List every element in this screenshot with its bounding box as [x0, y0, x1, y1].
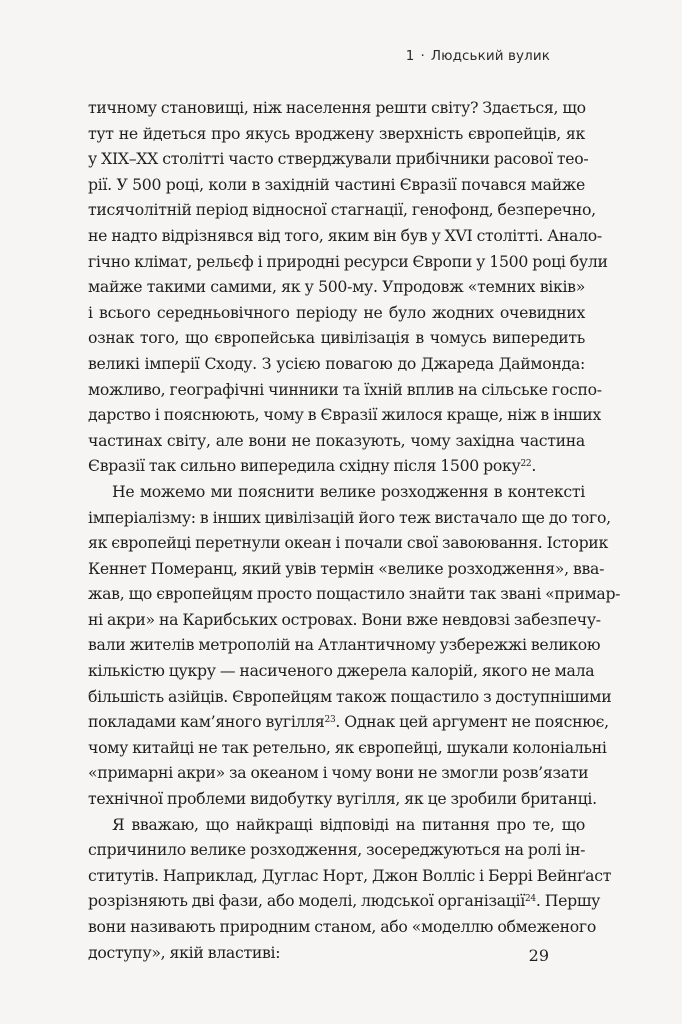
body-text [88, 95, 621, 965]
text-line [88, 888, 601, 914]
text-line: чому китайці не так ретельно, як європейці, шукали колоніальні [88, 737, 607, 757]
text-line: тут не йдеться про якусь вроджену зверхність європейців, як [88, 123, 585, 143]
text-line: Євразії так сильно випередила східну після 1500 року$^{22}$. [88, 456, 537, 476]
text-line: жав, що європейцям просто пощастило знайти так звані «примар- [88, 584, 621, 604]
text-line: ні акри» на Карибських островах. Вони вже невдовзі забезпечу- [88, 609, 601, 629]
text-line: у XIX–XX столітті часто стверджували прибічники расової тео- [88, 149, 589, 169]
text-line: як європейці перетнули океан і почали свої завоювання. Історик [88, 533, 608, 553]
text-line: можливо, географічні чинники та їхній вплив на сільське госпо- [88, 379, 602, 399]
text-line: доступу», якій властиві: [88, 942, 281, 962]
text-line: не надто відрізнявся від того, яким він був у XVI столітті. Анало- [88, 225, 602, 245]
text-line: Кеннет Померанц, який увів термін «велике розходження», вва- [88, 558, 605, 578]
text-line [88, 709, 609, 735]
text-line: гічно клімат, рельєф і природні ресурси Європи у 1500 році були [88, 251, 608, 271]
text-line: імперіалізму: в інших цивілізацій його теж вистачало ще до того, [88, 507, 611, 527]
text-line: ститутів. Наприклад, Дуглас Норт, Джон Волліс і Беррі Вейнґаст [88, 865, 612, 885]
text-line: вони називають природним станом, або «моделлю обмеженого [88, 917, 596, 936]
text-line: тисячолітній період відносної стагнації, генофонд, безперечно, [88, 200, 596, 220]
text-line: і всього середньовічного періоду не було жодних очевидних [88, 302, 585, 322]
text-line: Не можемо ми пояснити велике розходження в контексті [112, 481, 585, 501]
footnote-marker[interactable]: 23 [324, 715, 336, 726]
text-line: спричинило велике розходження, зосереджуються на ролі ін- [88, 840, 586, 860]
footnote-marker[interactable]: 24 [525, 894, 536, 905]
text-line: дарство і пояснюють, чому в Євразії жилося краще, ніж в інших [88, 405, 601, 425]
chapter-number: 1 [405, 48, 415, 64]
text-segment: . Першу [535, 891, 601, 911]
text-line: технічної проблеми видобутку вугілля, як це зробили британці. [88, 789, 597, 809]
text-segment: розрізняють дві фази, або моделі, людської організації [88, 891, 525, 911]
text-line: більшість азійців. Європейцям також пощастило з доступнішими [88, 686, 612, 706]
text-segment: Євразії так сильно випередила східну після 1500 року [88, 456, 521, 476]
paragraph-2 [88, 479, 621, 812]
text-line: великі імперії Сходу. З усією повагою до Джареда Даймонда: [88, 353, 585, 373]
text-segment: . Однак цей аргумент не пояснює, [335, 712, 609, 732]
text-line: рії. У 500 році, коли в західній частині Євразії почався майже [88, 174, 585, 194]
text-line: вали жителів метрополій на Атлантичному узбережжі великою [88, 635, 601, 655]
text-segment: покладами кам’яного вугілля [88, 712, 325, 732]
running-head [406, 48, 550, 64]
page-number: 29 [528, 946, 549, 965]
paragraph-1 [88, 95, 608, 479]
text-line: тичному становищі, ніж населення решти світу? Здається, що [88, 98, 586, 117]
footnote-marker[interactable]: 22 [520, 459, 532, 470]
text-line: кількістю цукру — насиченого джерела калорій, якого не мала [88, 661, 595, 681]
text-line: «примарні акри» за океаном і чому вони не змогли розв’язати [88, 763, 589, 783]
text-line: Я вважаю, що найкращі відповіді на питання про те, що [112, 814, 585, 834]
text-line: частинах світу, але вони не показують, чому західна частина [88, 430, 585, 450]
paragraph-3 [88, 812, 612, 966]
header-separator: · [420, 48, 425, 64]
chapter-title: Людський вулик [430, 48, 550, 64]
text-line: ознак того, що європейська цивілізація в чомусь випередить [88, 328, 585, 348]
text-line: майже такими самими, як у 500-му. Упродовж «темних віків» [88, 277, 585, 297]
